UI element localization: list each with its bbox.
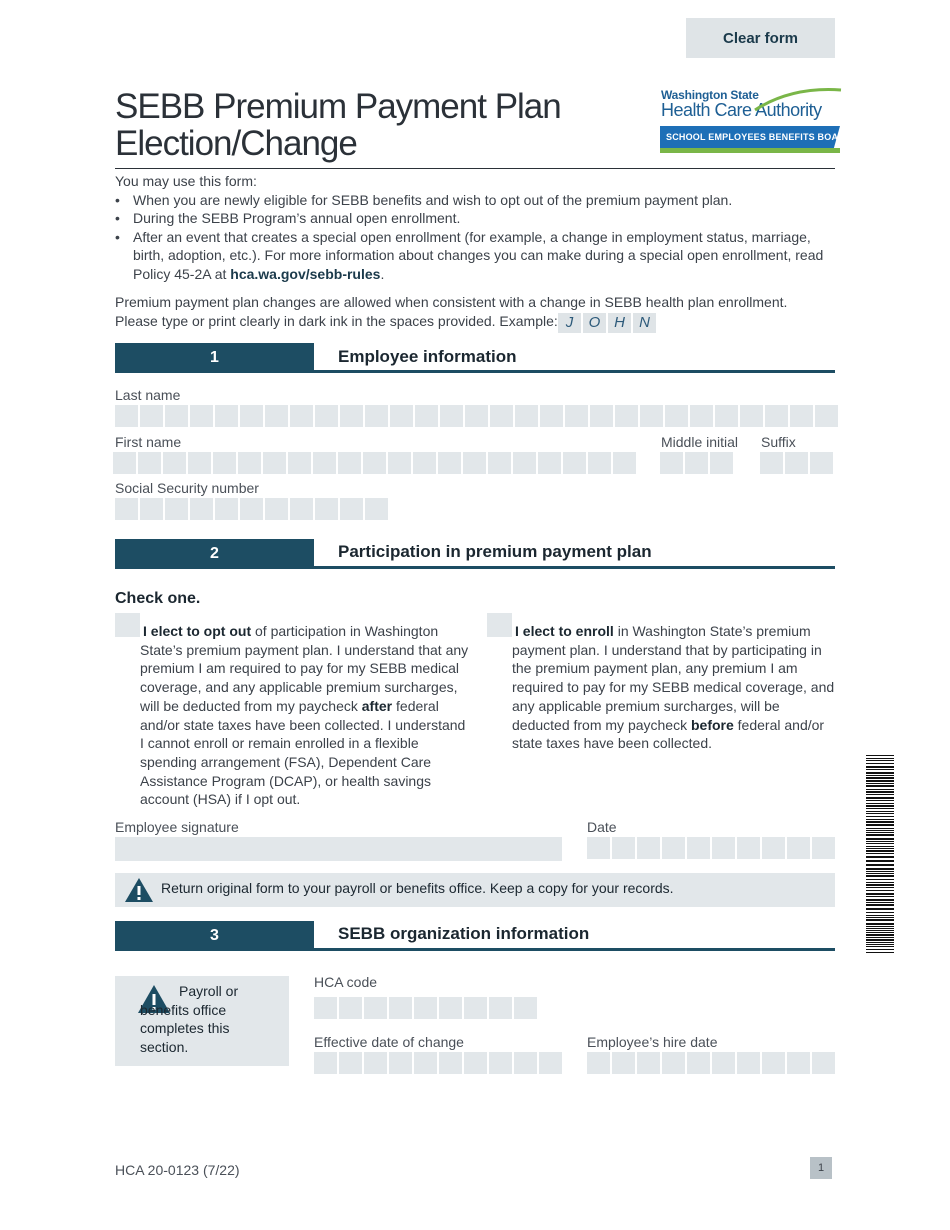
comb-box[interactable] (213, 452, 236, 474)
middle-initial-label: Middle initial (661, 434, 739, 450)
comb-box[interactable] (188, 452, 211, 474)
notice-text: Return original form to your payroll or benefits office. Keep a copy for your records. (161, 880, 674, 896)
comb-box[interactable] (290, 405, 313, 427)
logo-band-text: SCHOOL EMPLOYEES BENEFITS BOARD (666, 132, 852, 142)
barcode-bar (866, 821, 894, 823)
barcode-bar (866, 928, 894, 929)
warning-icon (124, 877, 154, 903)
comb-box[interactable] (514, 1052, 537, 1074)
barcode-bar (866, 760, 894, 761)
comb-box[interactable] (263, 452, 286, 474)
comb-box[interactable] (140, 405, 163, 427)
comb-box[interactable] (685, 452, 708, 474)
comb-box[interactable] (464, 997, 487, 1019)
comb-box[interactable] (215, 498, 238, 520)
section-3-number: 3 (115, 921, 314, 951)
comb-box[interactable] (513, 452, 536, 474)
comb-box[interactable] (339, 1052, 362, 1074)
barcode-bar (866, 780, 894, 782)
barcode (866, 755, 894, 953)
first-name-label: First name (115, 434, 182, 450)
comb-box[interactable] (662, 1052, 685, 1074)
comb-box[interactable] (165, 498, 188, 520)
comb-box[interactable] (760, 452, 783, 474)
enroll-bold: I elect to enroll (515, 623, 614, 639)
barcode-bar (866, 846, 894, 847)
barcode-bar (866, 893, 894, 895)
intro-text (115, 172, 835, 283)
comb-box[interactable] (489, 1052, 512, 1074)
page-title (115, 88, 635, 162)
comb-box[interactable] (690, 405, 713, 427)
comb-box[interactable] (785, 452, 808, 474)
barcode-bar (866, 930, 894, 931)
barcode-bar (866, 887, 894, 888)
barcode-bar (866, 755, 894, 756)
comb-box[interactable] (662, 837, 685, 859)
comb-box[interactable] (765, 405, 788, 427)
comb-box[interactable] (565, 405, 588, 427)
comb-box[interactable] (490, 405, 513, 427)
comb-box[interactable] (365, 498, 388, 520)
logo-band-accent (660, 148, 840, 153)
barcode-bar (866, 875, 894, 877)
comb-box[interactable] (414, 997, 437, 1019)
link-suffix: . (380, 265, 385, 282)
section-2-title: Participation in premium payment plan (338, 542, 652, 561)
note-line-1: Premium payment plan changes are allowed when consistent with a change in SEBB health plan enrollment. (115, 294, 788, 310)
comb-box[interactable] (615, 405, 638, 427)
suffix-label: Suffix (761, 434, 796, 450)
example-letter: H (608, 313, 631, 333)
barcode-bar (866, 884, 894, 886)
comb-box[interactable] (587, 1052, 610, 1074)
comb-box[interactable] (390, 405, 413, 427)
comb-box[interactable] (687, 837, 710, 859)
sebb-rules-link[interactable]: hca.wa.gov/sebb-rules (230, 265, 381, 282)
barcode-bar (866, 915, 894, 916)
barcode-bar (866, 800, 894, 801)
comb-box[interactable] (439, 1052, 462, 1074)
barcode-bar (866, 912, 894, 913)
barcode-bar (866, 777, 894, 779)
comb-box[interactable] (140, 498, 163, 520)
comb-box[interactable] (590, 405, 613, 427)
comb-box[interactable] (464, 1052, 487, 1074)
comb-box[interactable] (389, 1052, 412, 1074)
barcode-bar (866, 803, 894, 804)
barcode-bar (866, 864, 894, 866)
logo-swoosh-icon (753, 86, 843, 116)
barcode-bar (866, 879, 894, 880)
barcode-bar (866, 899, 894, 901)
comb-box[interactable] (637, 837, 660, 859)
comb-box[interactable] (415, 405, 438, 427)
comb-box[interactable] (563, 452, 586, 474)
comb-box[interactable] (438, 452, 461, 474)
comb-box[interactable] (812, 837, 835, 859)
logo-agency-b: Authority (755, 100, 822, 120)
barcode-bar (866, 926, 894, 927)
barcode-bar (866, 824, 894, 826)
last-name-input[interactable] (115, 405, 838, 427)
comb-box[interactable] (489, 997, 512, 1019)
section-2-number: 2 (115, 539, 314, 569)
comb-box[interactable] (138, 452, 161, 474)
enroll-body-2: federal and/or state taxes have been collected. (512, 716, 825, 752)
opt-out-text (140, 622, 470, 809)
opt-out-checkbox[interactable] (115, 613, 140, 637)
barcode-bar (866, 923, 894, 925)
barcode-bar (866, 939, 894, 941)
page-number: 1 (810, 1157, 832, 1179)
barcode-bar (866, 808, 894, 809)
barcode-bar (866, 942, 894, 943)
opt-out-bold: I elect to opt out (143, 623, 252, 639)
comb-box[interactable] (737, 837, 760, 859)
comb-box[interactable] (812, 1052, 835, 1074)
comb-box[interactable] (190, 405, 213, 427)
signature-label: Employee signature (115, 819, 239, 835)
ssn-label: Social Security number (115, 480, 259, 496)
hire-date-input[interactable] (587, 1052, 835, 1074)
comb-box[interactable] (712, 837, 735, 859)
barcode-bar (866, 882, 894, 883)
barcode-bar (866, 758, 894, 759)
comb-box[interactable] (364, 997, 387, 1019)
example-boxes (558, 313, 656, 333)
list-item: • During the SEBB Program’s annual open enrollment. (115, 209, 835, 228)
effective-date-input[interactable] (314, 1052, 562, 1074)
comb-box[interactable] (790, 405, 813, 427)
comb-box[interactable] (762, 1052, 785, 1074)
comb-box[interactable] (113, 452, 136, 474)
comb-box[interactable] (165, 405, 188, 427)
example-letter: O (583, 313, 606, 333)
opt-out-body-1: of participation in Washington State’s premium payment plan. I understand that any premium I am required to pay for my SEBB medical coverage, and any applicable premium surcharges, will be deducted from my paycheck (140, 623, 469, 714)
comb-box[interactable] (787, 837, 810, 859)
comb-box[interactable] (612, 1052, 635, 1074)
comb-box[interactable] (190, 498, 213, 520)
barcode-bar (866, 902, 894, 903)
comb-box[interactable] (115, 498, 138, 520)
comb-box[interactable] (515, 405, 538, 427)
example-letter: J (558, 313, 581, 333)
comb-box[interactable] (163, 452, 186, 474)
comb-box[interactable] (440, 405, 463, 427)
comb-box[interactable] (712, 1052, 735, 1074)
comb-box[interactable] (588, 452, 611, 474)
enroll-before: before (690, 716, 734, 733)
barcode-bar (866, 766, 894, 768)
comb-box[interactable] (612, 837, 635, 859)
comb-box[interactable] (613, 452, 636, 474)
barcode-bar (866, 890, 894, 891)
barcode-bar (866, 873, 894, 874)
barcode-bar (866, 908, 894, 910)
hca-code-label: HCA code (314, 974, 378, 990)
comb-box[interactable] (339, 997, 362, 1019)
hca-logo (658, 86, 852, 156)
barcode-bar (866, 763, 894, 764)
comb-box[interactable] (314, 997, 337, 1019)
barcode-bar (866, 794, 894, 795)
barcode-bar (866, 775, 894, 776)
barcode-bar (866, 838, 894, 840)
barcode-bar (866, 811, 894, 812)
comb-box[interactable] (815, 405, 838, 427)
barcode-bar (866, 904, 894, 906)
comb-box[interactable] (762, 837, 785, 859)
title-line-1: SEBB Premium Payment Plan (115, 87, 561, 126)
clear-form-button[interactable]: Clear form (686, 18, 835, 58)
barcode-bar (866, 813, 894, 814)
logo-state: Washington State (661, 88, 759, 102)
ssn-input[interactable] (115, 498, 388, 520)
barcode-bar (866, 769, 894, 770)
comb-box[interactable] (637, 1052, 660, 1074)
barcode-bar (866, 832, 894, 833)
signature-date-input[interactable] (587, 837, 835, 859)
comb-box[interactable] (340, 498, 363, 520)
barcode-bar (866, 819, 894, 820)
comb-box[interactable] (388, 452, 411, 474)
comb-box[interactable] (413, 452, 436, 474)
comb-box[interactable] (660, 452, 683, 474)
barcode-bar (866, 843, 894, 844)
barcode-bar (866, 850, 894, 852)
comb-box[interactable] (463, 452, 486, 474)
section-3-rule (314, 948, 835, 951)
barcode-bar (866, 772, 894, 774)
form-code: HCA 20-0123 (7/22) (115, 1162, 240, 1178)
comb-box[interactable] (737, 1052, 760, 1074)
barcode-bar (866, 848, 894, 849)
barcode-bar (866, 871, 894, 872)
barcode-bar (866, 853, 894, 854)
comb-box[interactable] (313, 452, 336, 474)
comb-box[interactable] (539, 1052, 562, 1074)
note-line-2: Please type or print clearly in dark ink in the spaces provided. Example: (115, 312, 558, 329)
effective-date-label: Effective date of change (314, 1034, 464, 1050)
comb-box[interactable] (715, 405, 738, 427)
payroll-note: Payroll or benefits office completes this section. (140, 983, 239, 1055)
opt-out-after: after (361, 697, 393, 714)
section-2-rule (314, 566, 835, 569)
comb-box[interactable] (115, 405, 138, 427)
barcode-bar (866, 949, 894, 950)
barcode-bar (866, 789, 894, 790)
comb-box[interactable] (540, 405, 563, 427)
comb-box[interactable] (389, 997, 412, 1019)
section-1-number: 1 (115, 343, 314, 373)
suffix-input[interactable] (760, 452, 833, 474)
hca-code-input[interactable] (314, 997, 537, 1019)
comb-box[interactable] (288, 452, 311, 474)
comb-box[interactable] (364, 1052, 387, 1074)
barcode-bar (866, 785, 894, 787)
comb-box[interactable] (315, 405, 338, 427)
enroll-body-1: in Washington State’s premium payment plan. I understand that by participating in the premium payment plan, any premium I am required to pay for my SEBB medical coverage, and any applicable premium surcharges, will be deducted from my paycheck (512, 623, 835, 733)
comb-box[interactable] (439, 997, 462, 1019)
list-item (115, 228, 835, 284)
last-name-label: Last name (115, 387, 181, 403)
comb-box[interactable] (810, 452, 833, 474)
intro-bullets (115, 191, 835, 284)
comb-box[interactable] (740, 405, 763, 427)
barcode-bar (866, 952, 894, 953)
comb-box[interactable] (787, 1052, 810, 1074)
barcode-bar (866, 828, 894, 829)
barcode-bar (866, 805, 894, 807)
comb-box[interactable] (265, 498, 288, 520)
comb-box[interactable] (363, 452, 386, 474)
comb-box[interactable] (314, 1052, 337, 1074)
section-1-rule (314, 370, 835, 373)
comb-box[interactable] (640, 405, 663, 427)
barcode-bar (866, 841, 894, 842)
example-letter: N (633, 313, 656, 333)
comb-box[interactable] (710, 452, 733, 474)
barcode-bar (866, 917, 894, 918)
comb-box[interactable] (514, 997, 537, 1019)
barcode-bar (866, 860, 894, 862)
comb-box[interactable] (414, 1052, 437, 1074)
comb-box[interactable] (488, 452, 511, 474)
title-divider (115, 168, 835, 169)
comb-box[interactable] (215, 405, 238, 427)
barcode-bar (866, 791, 894, 793)
barcode-bar (866, 856, 894, 858)
comb-box[interactable] (290, 498, 313, 520)
comb-box[interactable] (265, 405, 288, 427)
comb-box[interactable] (240, 498, 263, 520)
comb-box[interactable] (315, 498, 338, 520)
middle-initial-input[interactable] (660, 452, 733, 474)
barcode-bar (866, 797, 894, 799)
barcode-bar (866, 896, 894, 897)
barcode-bar (866, 783, 894, 784)
barcode-bar (866, 946, 894, 947)
logo-agency-a: Health Care (661, 100, 756, 120)
barcode-bar (866, 932, 894, 933)
comb-box[interactable] (587, 837, 610, 859)
bullet-text: After an event that creates a special open enrollment (for example, a change in employment status, marriage, birth, adoption, etc.). For more information about changes you can make during a special open enrollment, read Policy 45-2A at (133, 228, 824, 282)
section-3-title: SEBB organization information (338, 924, 590, 943)
title-line-2: Election/Change (115, 124, 357, 163)
barcode-bar (866, 816, 894, 817)
comb-box[interactable] (238, 452, 261, 474)
barcode-bar (866, 830, 894, 831)
barcode-bar (866, 944, 894, 945)
comb-box[interactable] (665, 405, 688, 427)
first-name-input[interactable] (113, 452, 636, 474)
section-1-title: Employee information (338, 347, 517, 366)
barcode-bar (866, 934, 894, 936)
list-item: • When you are newly eligible for SEBB benefits and wish to opt out of the premium payment plan. (115, 191, 835, 210)
barcode-bar (866, 868, 894, 870)
enroll-text (512, 622, 835, 753)
barcode-bar (866, 919, 894, 921)
comb-box[interactable] (338, 452, 361, 474)
comb-box[interactable] (687, 1052, 710, 1074)
instructions-note (115, 293, 835, 330)
comb-box[interactable] (538, 452, 561, 474)
enroll-checkbox[interactable] (487, 613, 512, 637)
check-one-heading: Check one. (115, 590, 201, 607)
comb-box[interactable] (465, 405, 488, 427)
opt-out-body-2: federal and/or state taxes have been collected. I understand I cannot enroll or remain enrolled in a flexible spending arrangement (FSA), Dependent Care Assistance Program (DCAP), or health savings account (HSA) if I opt out. (140, 697, 466, 808)
comb-box[interactable] (240, 405, 263, 427)
date-label: Date (587, 819, 617, 835)
barcode-bar (866, 834, 894, 836)
signature-field[interactable] (115, 837, 562, 861)
intro-lead: You may use this form: (115, 173, 257, 189)
hire-date-label: Employee’s hire date (587, 1034, 718, 1050)
comb-box[interactable] (340, 405, 363, 427)
comb-box[interactable] (365, 405, 388, 427)
barcode-bar (866, 937, 894, 938)
